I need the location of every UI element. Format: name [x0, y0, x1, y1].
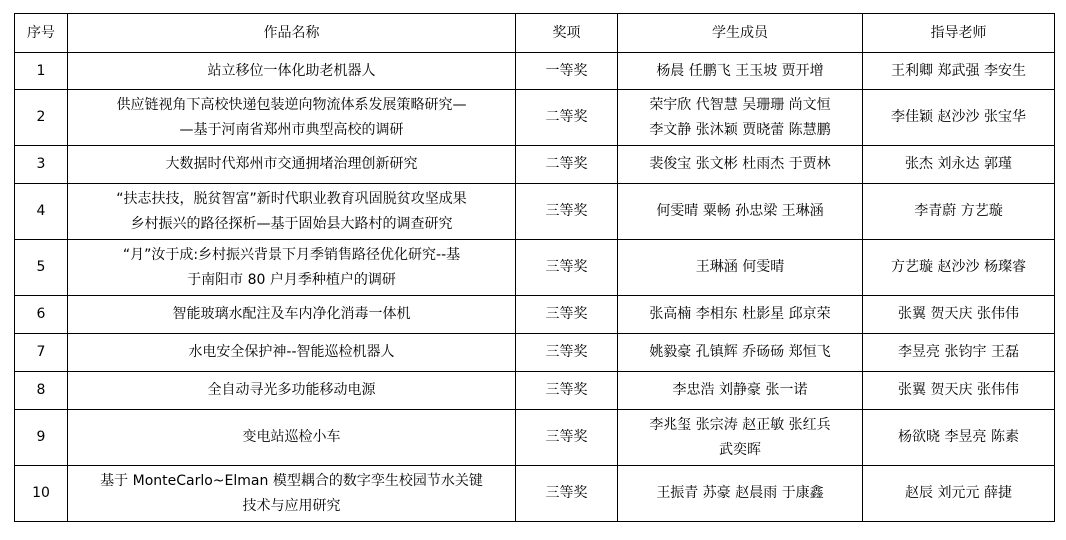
cell-advisors: 张翼 贺天庆 张伟伟: [863, 296, 1055, 334]
cell-index: 5: [15, 240, 68, 296]
cell-students: 姚毅豪 孔镇辉 乔砀砀 郑恒飞: [618, 334, 863, 372]
cell-index: 7: [15, 334, 68, 372]
cell-advisors: 王利卿 郑武强 李安生: [863, 53, 1055, 90]
awards-table: [14, 13, 1055, 522]
cell-title: 全自动寻光多功能移动电源: [68, 372, 516, 410]
cell-students: 裴俊宝 张文彬 杜雨杰 于贾林: [618, 146, 863, 184]
cell-title: 供应链视角下高校快递包装逆向物流体系发展策略研究— —基于河南省郑州市典型高校的调研: [68, 90, 516, 146]
cell-award: 三等奖: [516, 334, 618, 372]
cell-advisors: 杨欲晓 李昱亮 陈素: [863, 410, 1055, 466]
cell-index: 6: [15, 296, 68, 334]
cell-students: 何雯晴 粟畅 孙忠梁 王琳涵: [618, 184, 863, 240]
cell-students: 荣宇欣 代智慧 吴珊珊 尚文恒 李文静 张沐颖 贾晓蕾 陈慧鹏: [618, 90, 863, 146]
table-row: [15, 296, 1055, 334]
cell-students: 李忠浩 刘静豪 张一诺: [618, 372, 863, 410]
table-row: [15, 240, 1055, 296]
cell-title: “月”汝于成:乡村振兴背景下月季销售路径优化研究--基 于南阳市 80 户月季种植户的调研: [68, 240, 516, 296]
table-row: [15, 372, 1055, 410]
table-row: [15, 334, 1055, 372]
cell-title: 智能玻璃水配注及车内净化消毒一体机: [68, 296, 516, 334]
cell-title: 水电安全保护神--智能巡检机器人: [68, 334, 516, 372]
cell-title: 变电站巡检小车: [68, 410, 516, 466]
cell-award: 三等奖: [516, 240, 618, 296]
cell-index: 4: [15, 184, 68, 240]
cell-title: 大数据时代郑州市交通拥堵治理创新研究: [68, 146, 516, 184]
cell-title: 基于 MonteCarlo~Elman 模型耦合的数字孪生校园节水关键 技术与应用研究: [68, 466, 516, 522]
cell-award: 三等奖: [516, 184, 618, 240]
cell-title: “扶志扶技，脱贫智富”新时代职业教育巩固脱贫攻坚成果 乡村振兴的路径探析—基于固始县大路村的调查研究: [68, 184, 516, 240]
cell-students: 杨晨 任鹏飞 王玉坡 贾开增: [618, 53, 863, 90]
cell-award: 三等奖: [516, 410, 618, 466]
cell-index: 9: [15, 410, 68, 466]
cell-award: 三等奖: [516, 296, 618, 334]
cell-advisors: 李昱亮 张钧宇 王磊: [863, 334, 1055, 372]
cell-advisors: 张杰 刘永达 郭瑾: [863, 146, 1055, 184]
cell-advisors: 李佳颖 赵沙沙 张宝华: [863, 90, 1055, 146]
cell-index: 3: [15, 146, 68, 184]
cell-award: 一等奖: [516, 53, 618, 90]
cell-award: 二等奖: [516, 146, 618, 184]
cell-advisors: 赵辰 刘元元 薛捷: [863, 466, 1055, 522]
header-award: 奖项: [516, 14, 618, 53]
table-row: [15, 410, 1055, 466]
cell-index: 1: [15, 53, 68, 90]
cell-students: 王振青 苏豪 赵晨雨 于康鑫: [618, 466, 863, 522]
table-row: [15, 90, 1055, 146]
cell-title: 站立移位一体化助老机器人: [68, 53, 516, 90]
header-row: [15, 14, 1055, 53]
cell-advisors: 方艺璇 赵沙沙 杨璨睿: [863, 240, 1055, 296]
header-index: 序号: [15, 14, 68, 53]
cell-award: 三等奖: [516, 466, 618, 522]
cell-students: 李兆玺 张宗涛 赵正敏 张红兵 武奕晖: [618, 410, 863, 466]
cell-award: 三等奖: [516, 372, 618, 410]
table-row: [15, 184, 1055, 240]
header-advisors: 指导老师: [863, 14, 1055, 53]
cell-students: 张高楠 李相东 杜影星 邱京荣: [618, 296, 863, 334]
cell-advisors: 李青蔚 方艺璇: [863, 184, 1055, 240]
header-title: 作品名称: [68, 14, 516, 53]
table-row: [15, 53, 1055, 90]
table-row: [15, 466, 1055, 522]
cell-index: 10: [15, 466, 68, 522]
cell-index: 8: [15, 372, 68, 410]
table-row: [15, 146, 1055, 184]
cell-advisors: 张翼 贺天庆 张伟伟: [863, 372, 1055, 410]
cell-index: 2: [15, 90, 68, 146]
header-students: 学生成员: [618, 14, 863, 53]
cell-award: 二等奖: [516, 90, 618, 146]
cell-students: 王琳涵 何雯晴: [618, 240, 863, 296]
